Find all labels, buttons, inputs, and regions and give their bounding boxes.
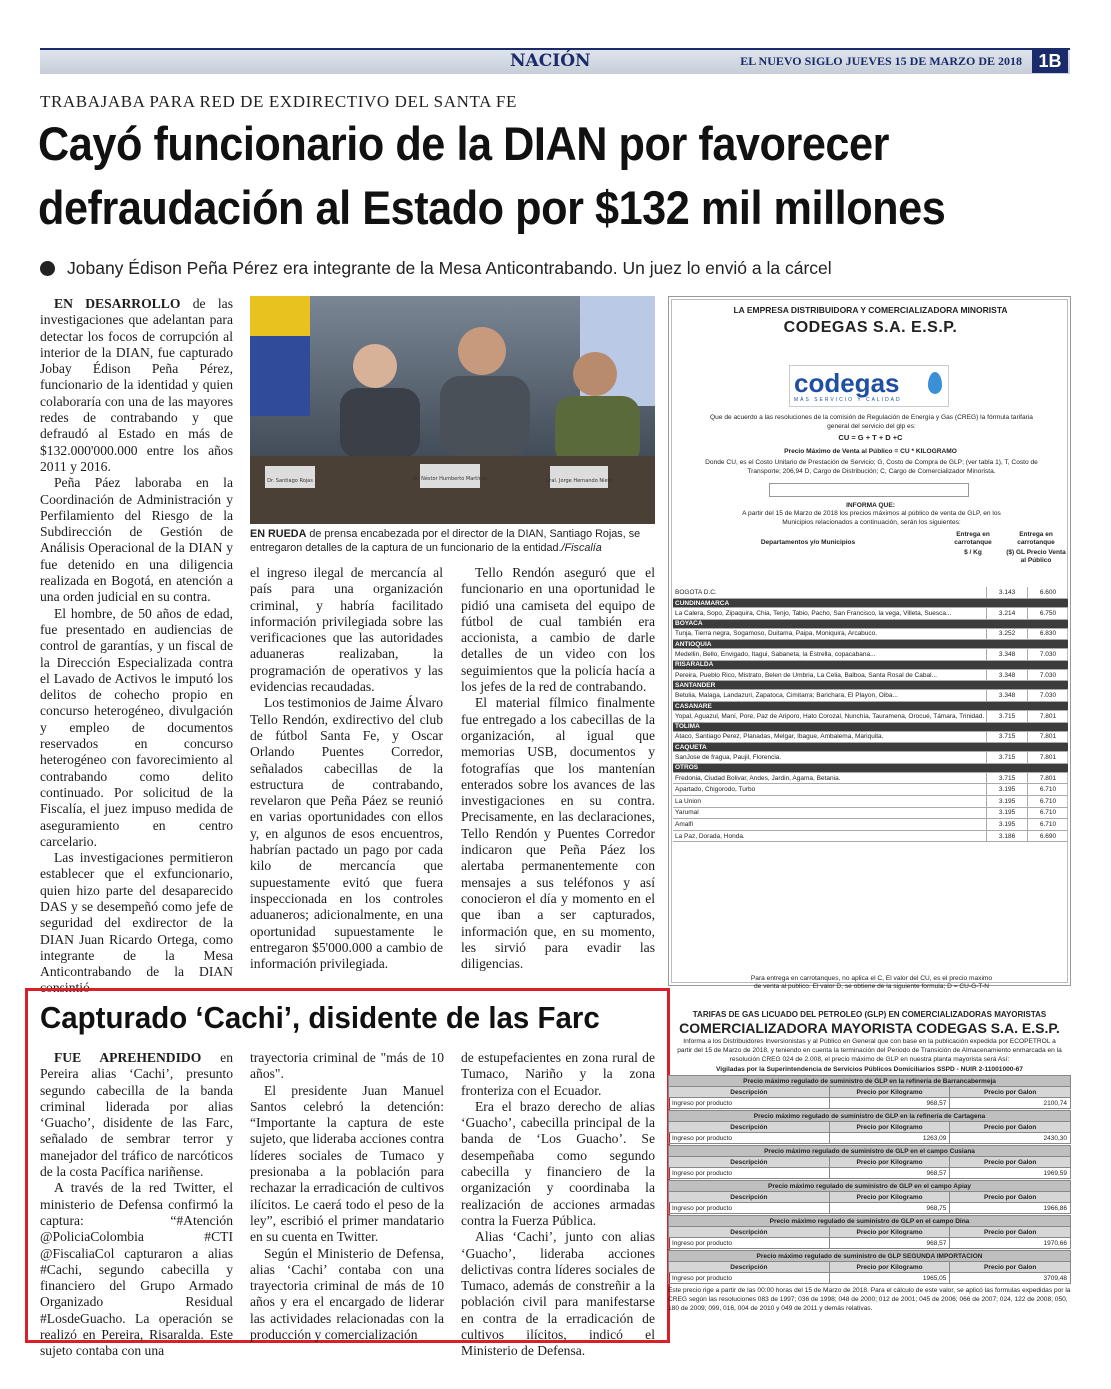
col-gal: Precio por Galon [950,1262,1071,1273]
tariff-intro: Informa a los Distribuidores Inversionistas y al Público en General que con base en la publicación expedida por ECOPETROL a partir del 15 de Marzo de 2018, y teniendo en cuenta la terminación del Periodo de Transición de Almacenamiento enmarcada en la resolución CREG 024 de 2.008, el precio máximo de GLP en nuestra planta mayorista será Así: [677,1038,1062,1063]
section-header [40,48,1070,76]
ad-brand: CODEGAS S.A. E.S.P. [783,319,958,336]
paragraph: El material fílmico finalmente fue entregado a los cabecillas de la organización, al igual que memorias USB, documentos y fotografías que los mantenían enterados sobre los avances de las investigaciones en su contra. Precisamente, en las declaraciones, Tello Rendón y Puentes Corredor indicaron que Peña Páez los alertaba permanentemente con mensajes a sus teléfonos y así conocieron el día y momento en el que iban a ser capturados, información que, en su momento, les sirvió para evadir las diligencias. [461,695,655,972]
col-gal: Precio por Galon [950,1122,1071,1133]
department-name: CUNDINAMARCA [673,599,1068,608]
price-kg-cell: 3.195 [987,819,1028,831]
department-row [673,763,1068,772]
department-name: CAQUETA [673,743,1068,752]
paragraph: Los testimonios de Jaime Álvaro Tello Rendón, exdirectivo del club de fútbol Santa Fe, y Oscar Orlando Puentes Corredor, señalados cabecillas de la estructura de contrabando, revelaron que Peña Páez se reunió en varias oportunidades con ellos y, en algunos de esos encuentros, habrían pactado un pago por cada kilo de mercancía que supuestamente evitó que fuera inspeccionada en los controles aduaneros; adicionalmente, en una oportunidad supuestamente le entregaron $5'000.000 a cambio de información privilegiada. [250,695,443,972]
department-name: CASANARE [673,702,1068,711]
price-gl-cell: 7.030 [1027,690,1068,702]
headline-line-1: Cayó funcionario de la DIAN por favorecer [38,117,889,170]
table-row [673,819,1068,831]
municipality-cell: Yopal, Aguazul, Maní, Pore, Paz de Ariporo, Hato Corozal, Nunchía, Tauramena, Orocué, Támara, Trinidad. [673,711,987,723]
department-row [673,599,1068,608]
col-kg: Precio por Kilogramo [829,1122,950,1133]
price-block [668,1075,1071,1109]
codegas-logo [789,365,949,407]
col-kg: Precio por Kilogramo [829,1262,950,1273]
paragraph: Según el Ministerio de Defensa, alias ‘Cachi’ contaba con una trayectoria criminal de más de 10 años y era el encargado de liderar las actividades relacionadas con la producción y comercialización [250,1245,444,1343]
nameplate-2: Dr. Néstor Humberto Martínez [412,476,488,482]
price-gal: 3709,48 [950,1273,1071,1284]
paragraph: El presidente Juan Manuel Santos celebró la detención: “Importante la captura de este sujeto, que lideraba acciones contra líderes sociales de Tumaco y presionaba a la población para rechazar la erradicación de cultivos ilícitos. Le caerá todo el peso de la ley”, escribió el primer mandatario en su cuenta en Twitter. [250,1082,444,1245]
paragraph: de estupefacientes en zona rural de Tumaco, Nariño y la zona fronteriza con el Ecuador. [461,1050,655,1098]
headline-line-2: defraudación al Estado por $132 mil millones [38,181,946,234]
page-number: 1B [1032,49,1068,73]
paragraph: Las investigaciones permitieron establecer que el exfuncionario, quien hizo parte del desaparecido DAS y se desempeñó como jefe de seguridad del exdirector de la DIAN Juan Ricardo Ortega, como integrante de la Mesa Anticontrabando de la DIAN consintió [40,850,233,996]
price-kg-cell: 3.143 [987,587,1028,599]
ad-informa-text: A partir del 15 de Marzo de 2018 los precios máximos al público de venta de GLP, en los Municipios relacionados a continuación, serán los siguientes: [742,510,1001,526]
price-blocks [668,1075,1071,1284]
ad-footnote: Para entrega en carrotanques, no aplica el C, El valor del CU, es el precio maximo de venta al publico. El valor D, se obtiene de la siguiente formula; D = CU-G-T-N [750,975,993,990]
price-gal: 1969,59 [950,1168,1071,1179]
wholesale-tariff-notice [668,1010,1071,1340]
price-gl-cell: 6.600 [1027,587,1068,599]
table-row [673,711,1068,723]
brief-title: Capturado ‘Cachi’, disidente de las Farc [40,1000,600,1035]
col-gal: Precio por Galon [950,1157,1071,1168]
price-block-title: Precio máximo regulado de suministro de GLP en el campo Dina [669,1216,1071,1227]
municipality-cell: SanJose de fragua, Paujil, Florencia. [673,752,987,764]
department-row [673,619,1068,628]
paragraph: el ingreso ilegal de mercancía al país para una organización criminal, y habría facilitado información privilegiada sobre las verificaciones que las autoridades aduaneras realizaban, la programación de operativos y las evidencias recaudadas. [250,565,443,695]
price-kg: 968,57 [829,1098,950,1109]
price-kg: 968,75 [829,1203,950,1214]
municipality-cell: Tunja, Tierra negra, Sogamoso, Duitama, Paipa, Moniquira, Arcabuco. [673,628,987,640]
brief-column-1 [40,1050,233,1359]
bullet-icon [40,261,55,276]
tariff-company: COMERCIALIZADORA MAYORISTA CODEGAS S.A. E.S.P. [679,1020,1060,1036]
paragraph: Era el brazo derecho de alias ‘Guacho’, cabecilla principal de la banda de ‘Los Guacho’. Se desempeñaba como segundo cabecilla y financiero de la organización y coordinaba la realización de acciones armadas contra la Fuerza Pública. [461,1098,655,1228]
paragraph: FUE APREHENDIDO en Pereira alias ‘Cachi’, presunto segundo cabecilla de la banda criminal liderada por alias ‘Guacho’, disidente de las Farc, señalado de sembrar terror y manejador del tráfico de narcóticos de la costa Pacífica nariñense. [40,1050,233,1180]
table-row [673,731,1068,743]
col-gal: Precio por Galon [950,1227,1071,1238]
price-kg: 968,57 [829,1238,950,1249]
flame-icon [928,372,942,394]
municipality-cell: Ataco, Santiago Perez, Planadas, Melgar, Ibague, Ambalema, Mariquita. [673,731,987,743]
department-name: BOYACA [673,619,1068,628]
brief-column-2 [250,1050,444,1343]
section-name: NACIÓN [510,51,591,71]
price-block-title: Precio máximo regulado de suministro de GLP en la refinería de Barrancabermeja [669,1076,1071,1087]
municipality-cell: Betulia, Malaga, Landazuri, Zapatoca, Cimitarra; Barichara, El Playon, Oiba... [673,690,987,702]
ad-table-header: Departamentos y/o Municipios Entrega en carrotanque $ / Kg Entrega en carrotanque ($) GL Precio Venta al Público [760,531,1066,564]
price-kg-cell: 3.214 [987,608,1028,620]
price-kg-cell: 3.715 [987,731,1028,743]
subheadline-text: Jobany Édison Peña Pérez era integrante de la Mesa Anticontrabando. Un juez lo envió a la cárcel [67,258,832,278]
price-kg-cell: 3.348 [987,649,1028,661]
tariff-vigilance: Vigiladas por la Superintendencia de Servicios Públicos Domiciliarios SSPD - NUIR 2-11001000-67 [716,1066,1023,1073]
brief-column-3 [461,1050,655,1359]
price-block [668,1180,1071,1214]
nameplate-1: Dr. Santiago Rojas [267,478,313,484]
price-gl-cell: 7.030 [1027,649,1068,661]
price-kg-cell: 3.348 [987,690,1028,702]
kicker: TRABAJABA PARA RED DE EXDIRECTIVO DEL SANTA FE [40,92,517,111]
nameplate-3: Gral. Jorge Hernando Nieto [545,478,613,484]
row-label: Ingreso por producto [669,1098,830,1109]
price-block [668,1110,1071,1144]
price-kg-cell: 3.715 [987,711,1028,723]
price-kg-cell: 3.195 [987,784,1028,796]
table-row [673,587,1068,599]
ad-intro: Que de acuerdo a las resoluciones de la comisión de Regulación de Energía y Gas (CREG) la fórmula tarifaria general del servicio del glp es: [710,414,1033,430]
price-gal: 2100,74 [950,1098,1071,1109]
col-gal: Precio por Galon [950,1087,1071,1098]
department-row [673,702,1068,711]
table-row [673,752,1068,764]
price-kg-cell: 3.195 [987,796,1028,808]
table-row [673,649,1068,661]
price-gl-cell: 7.801 [1027,772,1068,784]
price-gal: 2430,30 [950,1133,1071,1144]
col-kg: Precio por Kilogramo [829,1087,950,1098]
department-name: RISARALDA [673,660,1068,669]
department-name: OTROS [673,763,1068,772]
table-row [673,796,1068,808]
tariff-title: TARIFAS DE GAS LICUADO DEL PETROLEO (GLP) EN COMERCIALIZADORAS MAYORISTAS [692,1010,1047,1019]
price-kg-cell: 3.348 [987,669,1028,681]
col-gal: Precio por Galon [950,1192,1071,1203]
department-row [673,660,1068,669]
price-gl-cell: 6.830 [1027,628,1068,640]
price-block-title: Precio máximo regulado de suministro de GLP SEGUNDA IMPORTACION [669,1251,1071,1262]
col-desc: Descripción [669,1122,830,1133]
municipality-cell: La Union [673,796,987,808]
headline [38,112,995,240]
photo-caption: EN RUEDA de prensa encabezada por el director de la DIAN, Santiago Rojas, se entregaron detalles de la captura de un funcionario de la entidad./Fiscalía [250,528,641,554]
price-gl-cell: 6.710 [1027,784,1068,796]
ad-informa: INFORMA QUE: [846,502,895,509]
col-kg: Precio por Kilogramo [829,1192,950,1203]
price-gl-cell: 7.801 [1027,731,1068,743]
department-name: SANTANDER [673,681,1068,690]
price-gl-cell: 6.710 [1027,807,1068,819]
paragraph: A través de la red Twitter, el ministerio de Defensa confirmó la captura: “#Atención @PoliciaColombia #CTI @FiscaliaCol capturaron a alias #Cachi, segundo cabecilla y financiero del Grupo Armado Organizado Residual #LosdeGuacho. La operación se realizó en Pereira, Risaralda. Este sujeto contaba con una [40,1180,233,1359]
price-gl-cell: 7.801 [1027,752,1068,764]
municipality-cell: La Calera, Sopo, Zipaquira, Chia, Tenjo, Tabio, Pacho, San Francisco, la vega, Villeta, Suesca... [673,608,987,620]
table-row [673,608,1068,620]
col-kg: Precio por Kilogramo [829,1227,950,1238]
dateline: EL NUEVO SIGLO JUEVES 15 DE MARZO DE 2018 [740,54,1022,68]
price-kg: 968,57 [829,1168,950,1179]
municipal-price-table [673,587,1068,842]
municipality-cell: Pereira, Pueblo Rico, Mistrato, Belen de Umbria, La Celia, Balboa, Santa Rosal de Cabal... [673,669,987,681]
article-column-2 [250,565,443,977]
col-desc: Descripción [669,1192,830,1203]
col-desc: Descripción [669,1262,830,1273]
price-kg-cell: 3.195 [987,807,1028,819]
row-label: Ingreso por producto [669,1203,830,1214]
department-row [673,681,1068,690]
photo-illustration [250,296,655,524]
press-conference-photo [250,296,655,524]
price-kg: 1965,05 [829,1273,950,1284]
paragraph: El hombre, de 50 años de edad, fue presentado en audiencias de control de garantías, y un fiscal de la Dirección Especializada contra el Lavado de Activos le imputó los delitos de cohecho propio en concurso heterogéneo, divulgación y empleo de documentos reservados en concurso heterogéneo con favorecimiento al contrabando como delito continuado. Por solicitud de la Fiscalía, el juez impuso medida de aseguramiento en centro carcelario. [40,605,233,849]
price-block-title: Precio máximo regulado de suministro de GLP en el campo Apiay [669,1181,1071,1192]
municipality-cell: Amalfi [673,819,987,831]
paragraph: Peña Páez laboraba en la Coordinación de Administración y Perfilamiento del Riesgo de la Subdirección de Gestión de Análisis Operacional de la DIAN y fue detenido en una diligencia realizada en Bogotá, en atención a una orden judicial en su contra. [40,475,233,605]
price-gl-cell: 6.710 [1027,796,1068,808]
col-desc: Descripción [669,1157,830,1168]
price-block [668,1215,1071,1249]
price-block [668,1145,1071,1179]
paragraph: EN DESARROLLO de las investigaciones que adelantan para detectar los focos de corrupción al interior de la DIAN, fue capturado Jobay Édison Peña Pérez, funcionario de la identidad y quien colaboraría con una de las mayores redes de contrabando y que defraudó al Estado en más de $132.000'000.000 entre los años 2011 y 2016. [40,296,233,474]
price-gl-cell: 7.030 [1027,669,1068,681]
table-row [673,784,1068,796]
ad-formula: CU = G + T + D +C [838,433,903,442]
price-gl-cell: 6.710 [1027,819,1068,831]
ad-definitions: Donde CU, es el Costo Unitario de Prestación de Servicio; G, Costo de Compra de GLP; (ver tabla 1), T, Costo de Transporte; 206,94 D, Cargo de Distribución; C, Cargo de Comercializador Minorista. [705,459,1038,475]
price-kg: 1263,09 [829,1133,950,1144]
table-row [673,830,1068,842]
table-row [673,690,1068,702]
municipality-cell: BOGOTA D.C. [673,587,987,599]
price-kg-cell: 3.715 [987,752,1028,764]
municipality-cell: Apartado, Chigorodo, Turbo [673,784,987,796]
department-row [673,722,1068,731]
department-name: TOLIMA [673,722,1068,731]
municipality-cell: Fredonia, Ciudad Bolivar, Andes, Jardin, Agama, Betania. [673,772,987,784]
row-label: Ingreso por producto [669,1133,830,1144]
paragraph: trayectoria criminal de "más de 10 años". [250,1050,444,1082]
price-block-title: Precio máximo regulado de suministro de GLP en el campo Cusiana [669,1146,1071,1157]
table-row [673,772,1068,784]
paragraph: Alias ‘Cachi’, junto con alias ‘Guacho’, lideraba acciones delictivas contra líderes sociales de Tumaco, además de constreñir a la población civil para manifestarse en contra de la erradicación de cultivos ilícitos, indicó el Ministerio de Defensa. [461,1229,655,1359]
price-gal: 1970,66 [950,1238,1071,1249]
col-kg: Precio por Kilogramo [829,1157,950,1168]
price-block [668,1250,1071,1284]
tabla-1 [769,483,969,497]
price-gal: 1966,86 [950,1203,1071,1214]
col-desc: Descripción [669,1227,830,1238]
price-kg-cell: 3.715 [987,772,1028,784]
col-desc: Descripción [669,1087,830,1098]
logo-wordmark: codegas [794,368,900,398]
codegas-advertisement [668,296,1071,990]
table-row [673,807,1068,819]
municipality-cell: Yarumal [673,807,987,819]
article-column-1 [40,296,233,996]
department-row [673,743,1068,752]
price-kg-cell: 3.252 [987,628,1028,640]
tariff-footnote: Este precio rige a partir de las 00:00 horas del 15 de Marzo de 2018. Para el cálculo de este valor, se aplicó las formulas expedidas por la CREG según las resoluciones 083 de 1997; 036 de 1998; 048 de 2000; 012 de 2001; 045 de 2006; 066 de 2007; 024, 122 de 2008; 050, 180 de 2009; 099, 016, 004 de 2010 y 049 de 2011 y demás relativas. [668,1287,1071,1312]
ad-max-price: Precio Máximo de Venta al Público = CU * KILOGRAMO [784,448,957,455]
subheadline [40,258,832,279]
row-label: Ingreso por producto [669,1168,830,1179]
article-column-3 [461,565,655,977]
department-row [673,640,1068,649]
municipality-cell: Medellin, Bello, Envigado, Itagui, Sabaneta, la Estrella, copacabana... [673,649,987,661]
department-name: ANTIOQUIA [673,640,1068,649]
paragraph: Tello Rendón aseguró que el funcionario en una oportunidad le pidió una camiseta del equipo de fútbol de cual también era accionista, a cambio de darle detalles de un video con los seguimientos que la policía hacía a los jefes de la red de contrabando. [461,565,655,695]
price-gl-cell: 7.801 [1027,711,1068,723]
price-block-title: Precio máximo regulado de suministro de GLP en la refinería de Cartagena [669,1111,1071,1122]
table-row [673,628,1068,640]
logo-tagline: MÁS SERVICIO Y CALIDAD [794,397,902,403]
price-table [673,587,1068,842]
price-gl-cell: 6.750 [1027,608,1068,620]
municipality-cell: La Paz, Dorada, Honda. [673,830,987,842]
row-label: Ingreso por producto [669,1238,830,1249]
ad-top-line: LA EMPRESA DISTRIBUIDORA Y COMERCIALIZADORA MINORISTA [733,305,1008,315]
table-row [673,669,1068,681]
price-kg-cell: 3.186 [987,830,1028,842]
row-label: Ingreso por producto [669,1273,830,1284]
price-gl-cell: 6.690 [1027,830,1068,842]
